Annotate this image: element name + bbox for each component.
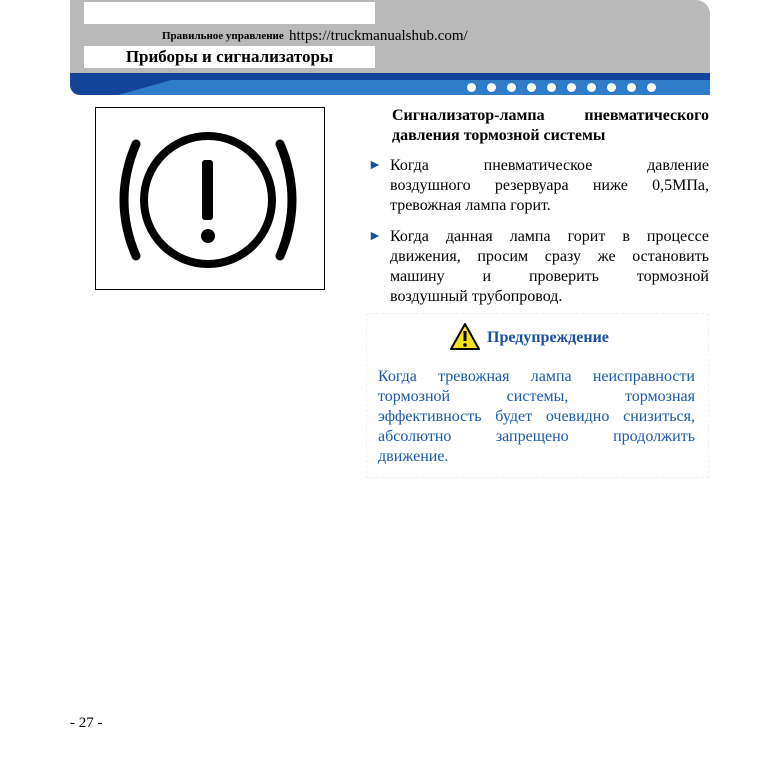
source-url[interactable]: https://truckmanualshub.com/ — [289, 28, 468, 44]
warning-line: эффективность будет очевидно снизиться, — [378, 408, 695, 425]
bullet-line: Когда данная лампа горит в процессе — [390, 228, 709, 245]
brake-air-pressure-warning-icon — [96, 108, 323, 288]
dot — [507, 83, 516, 92]
warning-line: Когда тревожная лампа неисправности — [378, 368, 695, 385]
dot — [627, 83, 636, 92]
warning-triangle-icon — [449, 322, 481, 352]
article-title — [392, 106, 709, 146]
dot — [567, 83, 576, 92]
dot — [587, 83, 596, 92]
title-line: давления тормозной системы — [392, 127, 606, 144]
warning-line: абсолютно запрещено продолжить — [378, 428, 695, 445]
bullet-line: движения, просим сразу же остановить — [390, 248, 709, 265]
bullet-line: машину и проверить тормозной — [390, 268, 709, 285]
dot — [607, 83, 616, 92]
dot — [527, 83, 536, 92]
dot — [487, 83, 496, 92]
page-number: - 27 - — [70, 715, 103, 731]
dot — [547, 83, 556, 92]
bullet-marker-icon: ► — [368, 158, 382, 173]
section-title: Приборы и сигнализаторы — [125, 47, 334, 66]
section-name: Правильное управление — [162, 30, 284, 42]
bullet-line: воздушный трубопровод. — [390, 288, 563, 305]
warning-line: тормозной системы, тормозная — [378, 388, 695, 405]
warning-title: Предупреждение — [487, 329, 609, 346]
bullet-item — [368, 156, 709, 216]
bullet-line: воздушного резервуара ниже 0,5МПа, — [390, 177, 709, 194]
bullet-item — [368, 227, 709, 307]
dot — [647, 83, 656, 92]
dot — [467, 83, 476, 92]
bullet-line: тревожная лампа горит. — [390, 197, 551, 214]
bullet-line: Когда пневматическое давление — [390, 157, 709, 174]
header-blank-box — [84, 2, 375, 24]
header-dots — [467, 83, 667, 93]
section-title-box — [84, 46, 375, 68]
bullet-marker-icon: ► — [368, 229, 382, 244]
warning-line: движение. — [378, 448, 449, 465]
warning-text — [378, 367, 695, 467]
brake-air-pressure-warning-icon-box — [95, 107, 325, 290]
title-line: Сигнализатор-лампа пневматического — [392, 107, 709, 124]
